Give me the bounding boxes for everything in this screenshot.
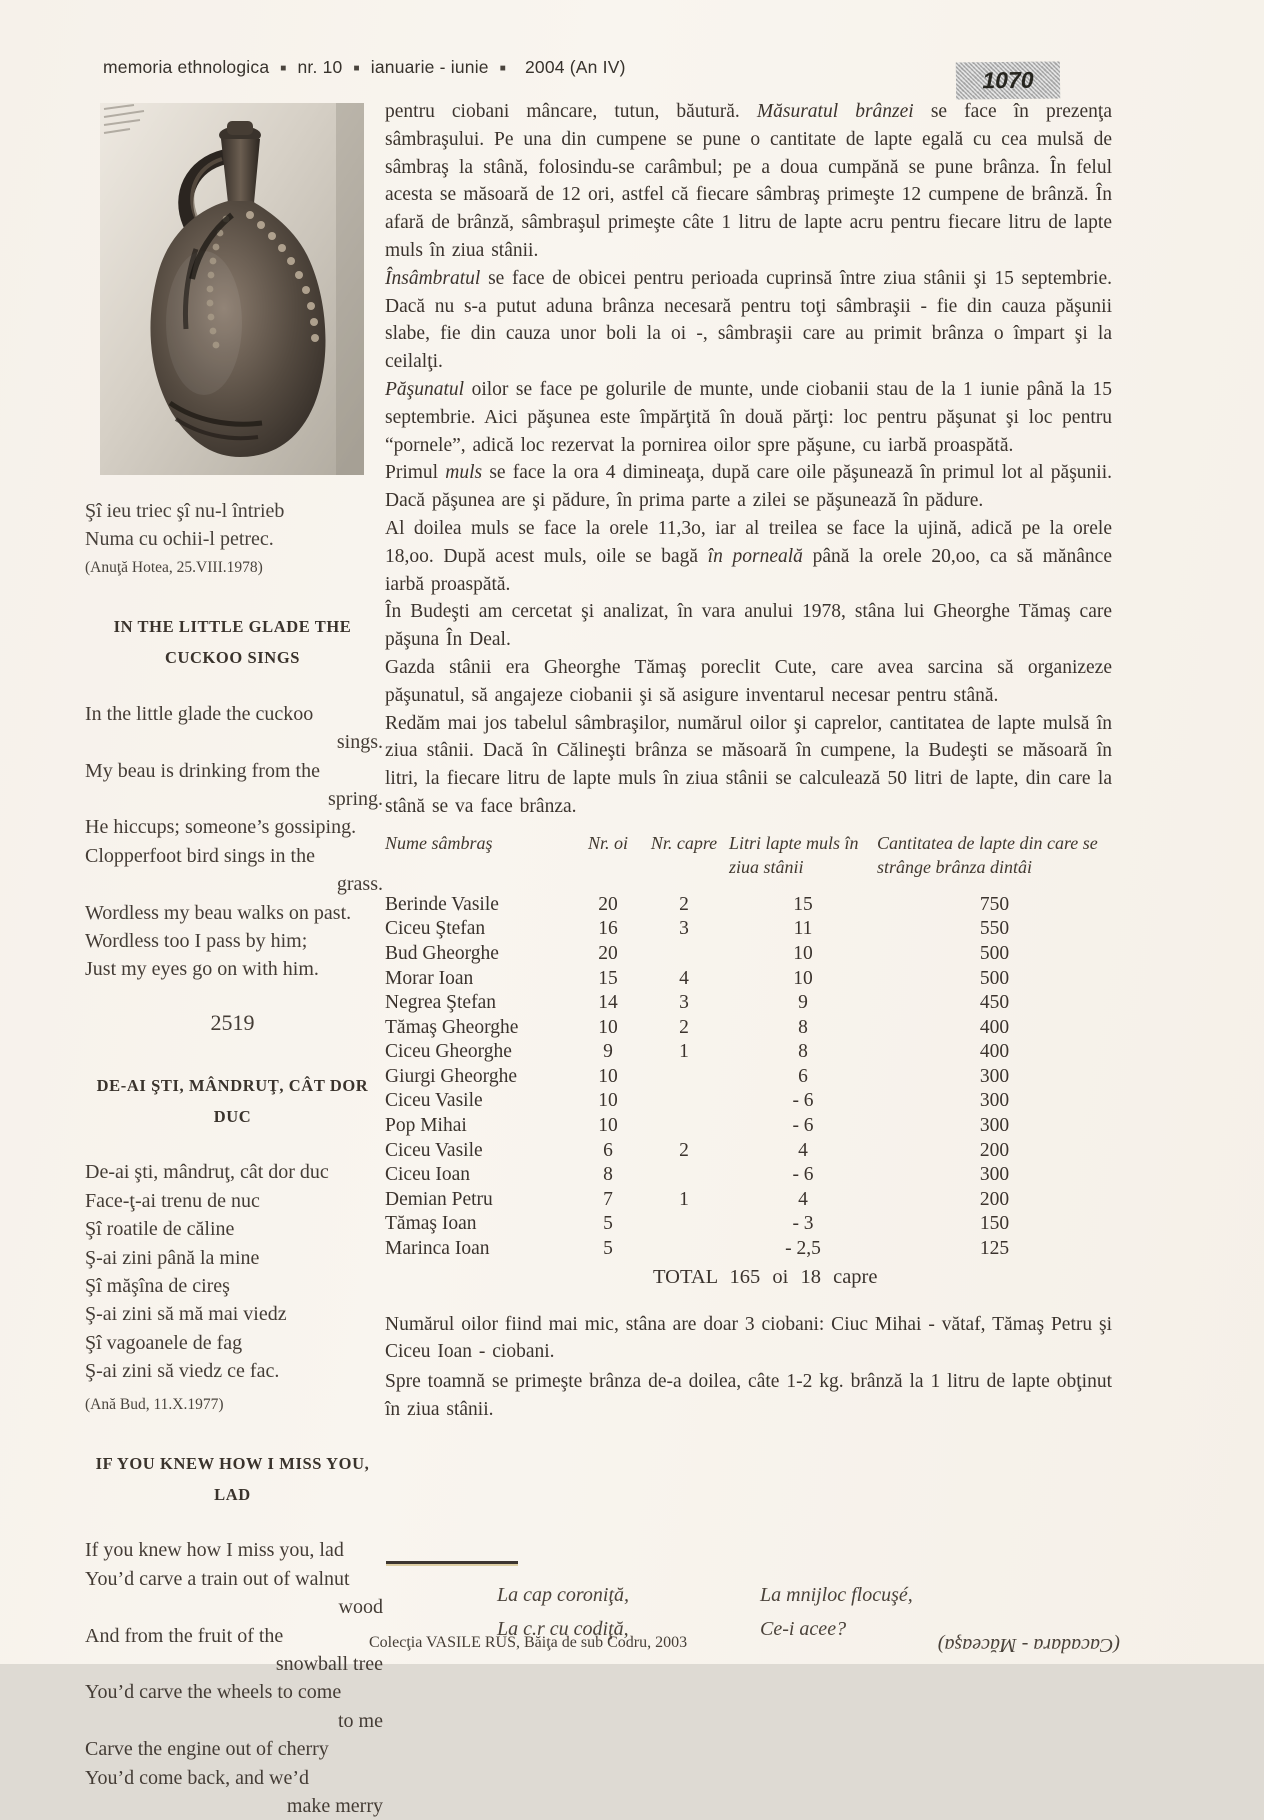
- cell-sheep: 10: [598, 1090, 618, 1112]
- cell-sheep: 15: [598, 967, 618, 989]
- paragraph-masuratul: [385, 98, 1112, 265]
- cell-sheep: 9: [603, 1041, 613, 1063]
- cell-quantity: 300: [979, 1164, 1010, 1186]
- cell-sheep: 5: [603, 1213, 613, 1235]
- cell-name: Ciceu Gheorghe: [385, 1041, 512, 1063]
- text-run-italic: Însâmbratul: [385, 267, 481, 289]
- text-run: se face în prezenţa sâmbraşului. Pe una din cumpene se pune o cantitate de lapte egală cu cea mulsă de sâmbraş la stână, folosindu-se carâmbul; pe a doua cumpănă se pune brânza. În felul acesta se măsoară de 12 ori, astfel că fiecare sâmbraş primeşte 12 cumpene de brânză. În afară de brânză, sâmbraşul primeşte câte 1 litru de lapte acru pentru fiecare litru de lapte muls în ziua stânii.: [385, 101, 1112, 261]
- poem-english-1: [85, 700, 383, 984]
- column-header-sheep: Nr. oi: [587, 832, 629, 853]
- cell-sheep: 8: [603, 1164, 613, 1186]
- issue-period: ianuarie - iunie: [370, 57, 489, 77]
- cell-goats: 1: [679, 1188, 689, 1210]
- cell-quantity: 300: [979, 1115, 1010, 1137]
- cell-goats: 3: [679, 918, 689, 940]
- table-row: [385, 1237, 1112, 1262]
- cell-milk: 4: [798, 1188, 808, 1210]
- cell-quantity: 200: [979, 1188, 1010, 1210]
- poem-title-romanian: DE-AI ŞTI, MÂNDRUŢ, CÂT DOR DUC: [96, 1075, 369, 1127]
- poem-line: make merry: [286, 1795, 383, 1818]
- table-row: [385, 1188, 1112, 1213]
- cell-quantity: 125: [979, 1238, 1010, 1260]
- verse-line: Ce-i acee?: [760, 1618, 847, 1640]
- table-row: [385, 879, 1112, 918]
- cell-milk: 11: [793, 918, 813, 940]
- cell-quantity: 300: [979, 1090, 1010, 1112]
- poem-line: Carve the engine out of cherry: [85, 1738, 329, 1761]
- cell-sheep: 14: [598, 992, 618, 1014]
- poem-line: In the little glade the cuckoo: [85, 702, 314, 725]
- poem-line: snowball tree: [275, 1653, 383, 1675]
- cell-name: Marinca Ioan: [385, 1238, 490, 1260]
- cell-name: Berinde Vasile: [385, 893, 499, 915]
- cell-name: Pop Mihai: [385, 1115, 467, 1137]
- cell-sheep: 16: [598, 918, 618, 940]
- cell-goats: 1: [679, 1041, 689, 1063]
- cell-name: Bud Gheorghe: [385, 942, 499, 964]
- column-header-goats: Nr. capre: [650, 832, 718, 853]
- verse-line: La mnijloc flocuşé,: [760, 1584, 913, 1606]
- cell-quantity: 500: [979, 942, 1010, 964]
- column-header-quantity: Cantitatea de lapte din care se strânge brânza dintâi: [877, 832, 1098, 877]
- cell-sheep: 20: [598, 942, 618, 964]
- cell-milk: - 6: [792, 1090, 814, 1112]
- poem-number: 2519: [210, 1009, 255, 1035]
- poem-line: Just my eyes go on with him.: [85, 958, 319, 981]
- bullet-icon: ■: [280, 63, 287, 74]
- text-run-italic: Măsuratul brânzei: [756, 101, 914, 122]
- cell-sheep: 5: [603, 1238, 613, 1260]
- poem-line: grass.: [336, 873, 383, 896]
- poem-attribution: (Ană Bud, 11.X.1977): [85, 1395, 224, 1413]
- issue-year: 2004 (An IV): [524, 57, 626, 77]
- cell-goats: [639, 1114, 729, 1139]
- poem-line: Clopperfoot bird sings in the: [85, 844, 315, 867]
- cell-goats: 3: [679, 992, 689, 1014]
- page-number: 1070: [982, 66, 1034, 94]
- page-header: [103, 57, 626, 78]
- cell-milk: 10: [793, 942, 813, 964]
- bullet-icon: ■: [499, 63, 506, 74]
- table-row: [385, 1139, 1112, 1164]
- cell-goats: 2: [679, 1139, 689, 1161]
- cell-milk: 9: [798, 992, 808, 1014]
- paragraph-budesti: În Budeşti am cercetat şi analizat, în vara anului 1978, stâna lui Gheorghe Tămaş care păşuna În Deal.: [385, 601, 1112, 651]
- cell-sheep: 10: [598, 1115, 618, 1137]
- paragraph-primul-muls: [385, 459, 1112, 515]
- text-run: Al doilea muls se face la orele 11,3o, iar al treilea se face la ujină, adică pe la orele 18,oo. După acest muls, oile se bagă: [385, 517, 1112, 567]
- cell-sheep: 20: [598, 893, 618, 915]
- rotated-answer-note: (Cacadara - Măceaşa): [937, 1634, 1120, 1656]
- table-row: [385, 967, 1112, 992]
- cell-quantity: 300: [979, 1065, 1010, 1087]
- cell-name: Ciceu Vasile: [385, 1139, 483, 1161]
- table-row: [385, 917, 1112, 942]
- cell-name: Ciceu Ioan: [385, 1164, 471, 1186]
- poem-line: Şî măşîna de cireş: [85, 1275, 230, 1298]
- cell-quantity: 500: [979, 967, 1010, 989]
- poem-line: Ş-ai zini până la mine: [85, 1246, 260, 1269]
- poem-english-2: [85, 1536, 383, 1820]
- paragraph-gazda: Gazda stânii era Gheorghe Tămaş poreclit Cute, care avea sarcina să organizeze păşunatul, să angajeze ciobanii şi să asigure inventarul necesar pentru stână.: [385, 656, 1112, 706]
- cell-quantity: 400: [979, 1016, 1010, 1038]
- column-header-name: Nume sâmbraş: [385, 832, 493, 853]
- poem-line: De-ai şti, mândruţ, cât dor duc: [85, 1161, 329, 1184]
- cell-name: Ciceu Vasile: [385, 1090, 483, 1112]
- cell-quantity: 750: [979, 893, 1010, 915]
- poem-title-english-2: IF YOU KNEW HOW I MISS YOU, LAD: [95, 1453, 370, 1505]
- poem-title-english-1: IN THE LITTLE GLADE THE CUCKOO SINGS: [113, 617, 352, 668]
- footnote-rule: [386, 1561, 518, 1564]
- cell-milk: 10: [793, 967, 813, 989]
- cell-quantity: 150: [979, 1213, 1010, 1235]
- cell-goats: [639, 1163, 729, 1188]
- table-row: [385, 1040, 1112, 1065]
- cell-quantity: 400: [979, 1041, 1010, 1063]
- poem-line: You’d carve a train out of walnut: [85, 1567, 350, 1590]
- text-run: Primul: [385, 462, 446, 484]
- table-row: [385, 1163, 1112, 1188]
- poem-line: Wordless my beau walks on past.: [85, 901, 352, 924]
- poem-line: wood: [338, 1596, 383, 1619]
- table-row: [385, 1114, 1112, 1139]
- poem-line: If you knew how I miss you, lad: [85, 1539, 344, 1562]
- poem-line: to me: [338, 1709, 383, 1732]
- collection-credit: Colecţia VASILE RUS, Băiţa de sub Codru, 2003: [369, 1634, 688, 1651]
- table-row: [385, 1065, 1112, 1090]
- text-run-italic: în porneală: [707, 545, 803, 567]
- caption-line: Şî ieu triec şî nu-l întrieb: [85, 500, 285, 522]
- text-run-italic: Păşunatul: [385, 378, 465, 400]
- main-text-column: [385, 98, 1112, 1424]
- text-run: pentru ciobani mâncare, tutun, băutură.: [385, 101, 757, 122]
- page-number-badge: [956, 61, 1060, 99]
- poem-line: sings.: [336, 731, 383, 754]
- poem-line: Face-ţ-ai trenu de nuc: [85, 1189, 260, 1212]
- column-header-milk: Litri lapte muls în ziua stânii: [729, 832, 859, 877]
- cell-milk: - 6: [792, 1115, 814, 1137]
- verse-line: La cap coroniţă,: [497, 1584, 630, 1606]
- cell-name: Demian Petru: [385, 1188, 493, 1210]
- cell-goats: [639, 942, 729, 967]
- paragraph-insambratul: [385, 265, 1112, 376]
- cell-name: Morar Ioan: [385, 967, 474, 989]
- caption-attribution: (Anuţă Hotea, 25.VIII.1978): [85, 559, 263, 576]
- cell-sheep: 6: [603, 1139, 613, 1161]
- text-run: se face de obicei pentru perioada cuprinsă între ziua stânii şi 15 septembrie. Dacă nu s-a putut aduna brânza necesară pentru toţi sâmbraşii - fie din cauza păşunii slabe, fie din cauza unor boli la oi -, sâmbraşii care au primit brânza o împart şi la ceilalţi.: [385, 267, 1112, 373]
- table-row: [385, 1089, 1112, 1114]
- paragraph-al-doilea-muls: [385, 515, 1112, 598]
- table-row: [385, 991, 1112, 1016]
- cell-name: Negrea Ştefan: [385, 992, 496, 1014]
- poem-line: Şî vagoanele de fag: [85, 1331, 243, 1354]
- text-run-italic: muls: [445, 462, 483, 484]
- cell-milk: 15: [793, 893, 813, 915]
- cell-quantity: 450: [979, 992, 1010, 1014]
- table-row: [385, 942, 1112, 967]
- jug-photo-illustration: [100, 103, 364, 475]
- bullet-icon: ■: [353, 63, 360, 74]
- cell-milk: 4: [798, 1139, 808, 1161]
- verse-line: La c.r cu codiţă,: [497, 1618, 629, 1640]
- cell-name: Giurgi Gheorghe: [385, 1065, 517, 1087]
- cell-quantity: 550: [979, 918, 1010, 940]
- cell-milk: - 6: [792, 1164, 814, 1186]
- poem-line: Ş-ai zini să viedz ce fac.: [85, 1360, 280, 1383]
- text-run: până la orele 20,oo, ca să mănânce iarbă proaspătă.: [385, 545, 1112, 595]
- cell-goats: 2: [679, 1016, 689, 1038]
- cell-milk: 6: [798, 1065, 808, 1087]
- paragraph-pasunatul: [385, 376, 1112, 459]
- paragraph-ciobani: Numărul oilor fiind mai mic, stâna are doar 3 ciobani: Ciuc Mihai - vătaf, Tămaş Petru şi Ciceu Ioan - ciobani.: [385, 1313, 1112, 1363]
- poem-line: He hiccups; someone’s gossiping.: [85, 816, 357, 839]
- cell-quantity: 200: [979, 1139, 1010, 1161]
- cell-milk: - 3: [792, 1213, 814, 1235]
- poem-line: You’d come back, and we’d: [85, 1766, 310, 1789]
- poem-line: And from the fruit of the: [85, 1624, 284, 1647]
- text-run: se face la ora 4 dimineaţa, după care oile păşunează în primul lot al păşunii. Dacă păşunea are şi pădure, în prima parte a zilei se păşunează în pădure.: [385, 462, 1112, 512]
- cell-goats: 2: [679, 893, 689, 915]
- cell-milk: 8: [798, 1016, 808, 1038]
- table-header-row: [385, 831, 1112, 879]
- cell-goats: [639, 1089, 729, 1114]
- cell-sheep: 7: [603, 1188, 613, 1210]
- cell-name: Tămaş Gheorghe: [385, 1016, 519, 1038]
- cell-sheep: 10: [598, 1016, 618, 1038]
- poem-line: Ş-ai zini să mă mai viedz: [85, 1303, 287, 1326]
- poem-line: spring.: [328, 787, 383, 810]
- table-row: [385, 1016, 1112, 1041]
- jug-photo: [100, 103, 364, 475]
- caption-line: Numa cu ochii-l petrec.: [85, 528, 274, 550]
- cell-goats: [639, 1237, 729, 1262]
- cell-name: Ciceu Ştefan: [385, 918, 486, 940]
- cell-milk: - 2,5: [785, 1238, 821, 1260]
- table-row: [385, 1212, 1112, 1237]
- poem-line: Wordless too I pass by him;: [85, 929, 308, 952]
- issue-number: nr. 10: [297, 57, 343, 77]
- photo-caption: [85, 497, 390, 553]
- cell-goats: 4: [679, 967, 689, 989]
- cell-milk: 8: [798, 1041, 808, 1063]
- journal-title: memoria ethnologica: [103, 57, 270, 77]
- paragraph-redam: Redăm mai jos tabelul sâmbraşilor, numărul oilor şi caprelor, cantitatea de lapte mulsă în ziua stânii. Dacă în Călineşti brânza se măsoară în cumpene, la Budeşti se măsoară în litri, la fiecare litru de lapte muls în ziua stânii se calculează 50 litri de lapte, din care la stână se va face brânza.: [385, 712, 1112, 817]
- paragraph-spre-toamna: Spre toamnă se primeşte brânza de-a doilea, câte 1-2 kg. brânză la 1 litru de lapte obţinut în ziua stânii.: [385, 1371, 1112, 1421]
- poem-line: You’d carve the wheels to come: [85, 1681, 342, 1704]
- cell-sheep: 10: [598, 1065, 618, 1087]
- text-run: oilor se face pe golurile de munte, unde ciobanii stau de la 1 iunie până la 15 septembrie. Aici păşunea este împărţită în două părţi: loc pentru păşunat şi loc pentru “pornele”, adică loc rezervat la pornirea oilor spre păşune, cu iarbă proaspătă.: [385, 378, 1112, 456]
- sambrasi-table: [385, 831, 1112, 1262]
- cell-name: Tămaş Ioan: [385, 1213, 477, 1235]
- cell-goats: [639, 1212, 729, 1237]
- poem-romanian: [85, 1158, 383, 1385]
- poem-line: My beau is drinking from the: [85, 759, 320, 782]
- cell-goats: [639, 1065, 729, 1090]
- left-column: [75, 103, 390, 1820]
- poem-line: Şî roatile de căline: [85, 1218, 235, 1241]
- table-total: TOTAL 165 oi 18 capre: [653, 1265, 878, 1288]
